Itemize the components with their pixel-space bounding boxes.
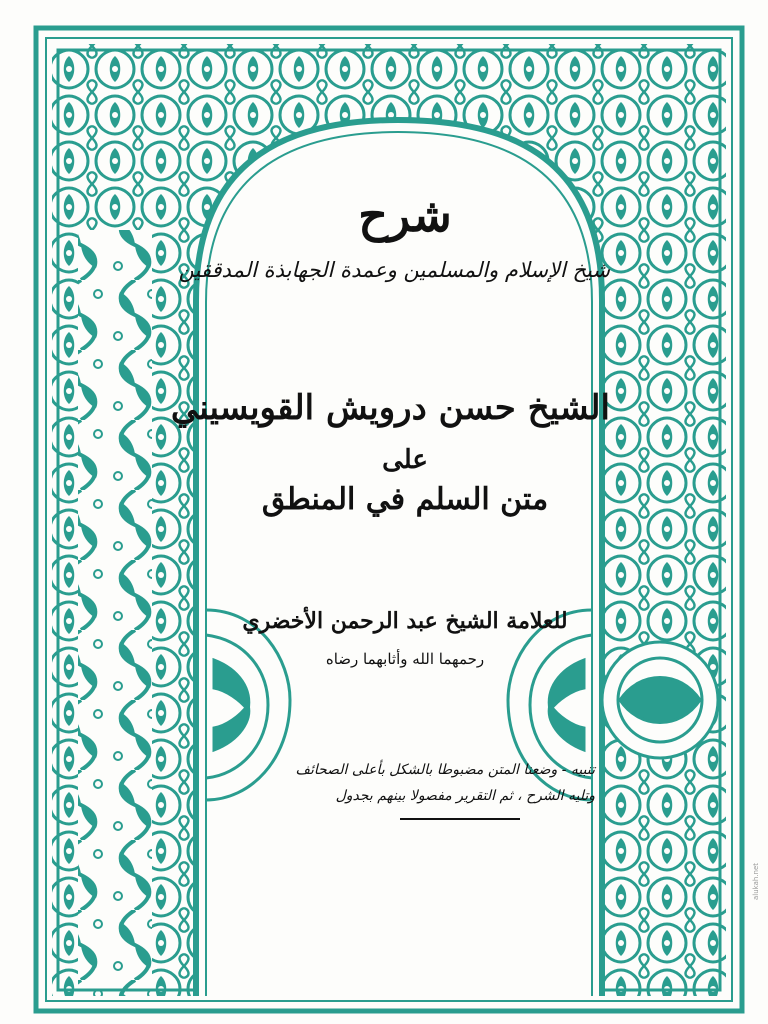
- sharh-heading: شرح: [358, 188, 452, 242]
- central-arch: [196, 120, 602, 996]
- blessing-line: رحمهما الله وأثابهما رضاه: [325, 650, 485, 668]
- original-author: للعلامة الشيخ عبد الرحمن الأخضري: [242, 608, 568, 634]
- editorial-note-line-2: وتليه الشرح ، ثم التقرير مفصولا بينهم بجدول: [335, 788, 595, 804]
- author-name: الشيخ حسن درويش القويسيني: [170, 388, 610, 428]
- watermark: alukah.net: [752, 862, 760, 900]
- note-divider: [400, 818, 520, 820]
- editorial-note-line-1: تنبيه - وضعنا المتن مضبوطا بالشكل بأعلى الصحائف: [295, 762, 595, 778]
- matn-title: متن السلم في المنطق: [261, 482, 549, 517]
- connector-ala: على: [382, 445, 428, 475]
- author-epithet: شيخ الإسلام والمسلمين وعمدة الجهابذة المدققين: [178, 258, 610, 282]
